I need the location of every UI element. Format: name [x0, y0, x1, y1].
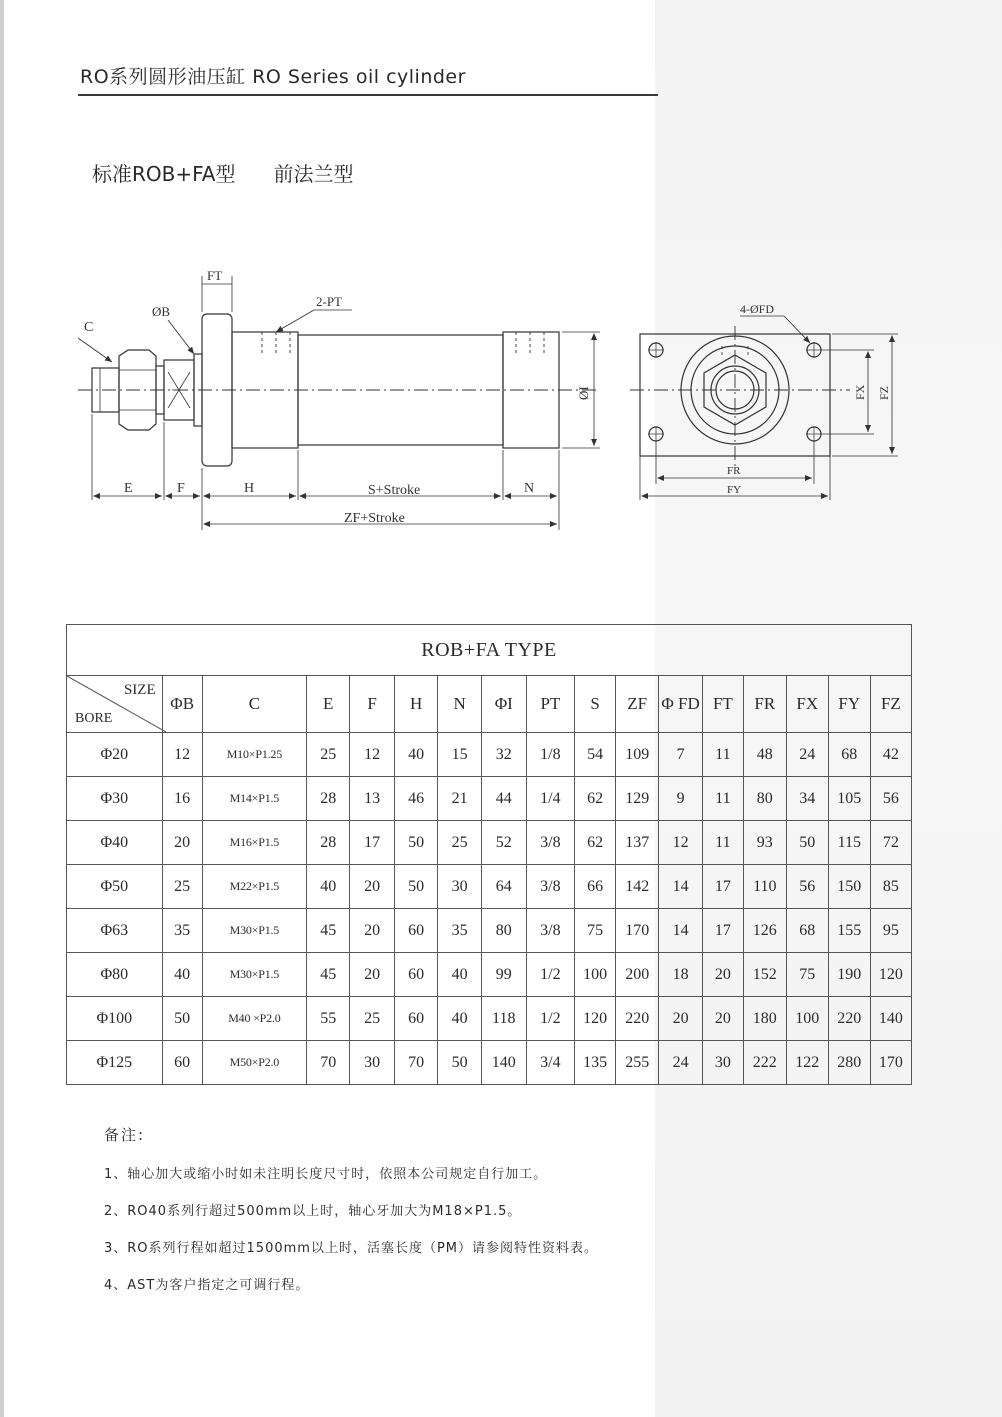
- table-cell: 17: [350, 821, 394, 865]
- table-cell: 21: [438, 777, 481, 821]
- table-row: [67, 821, 912, 865]
- table-cell: 137: [616, 821, 659, 865]
- table-cell: 16: [162, 777, 202, 821]
- label-zf-stroke: ZF+Stroke: [344, 511, 405, 526]
- table-cell: 30: [350, 1041, 394, 1085]
- table-cell: 110: [743, 865, 786, 909]
- side-view: [78, 268, 600, 530]
- column-header: FR: [743, 676, 786, 733]
- table-cell: M10×P1.25: [202, 733, 306, 777]
- label-i: ØI: [576, 386, 591, 400]
- table-cell: 99: [481, 953, 526, 997]
- note-item: 4、AST为客户指定之可调行程。: [104, 1278, 310, 1293]
- table-cell: 3/4: [526, 1041, 574, 1085]
- label-fd: 4-ØFD: [740, 302, 775, 316]
- table-cell: 180: [743, 997, 786, 1041]
- label-fy: FY: [727, 484, 742, 496]
- table-cell: 50: [394, 865, 437, 909]
- leader-b: [168, 320, 194, 354]
- table-cell: 18: [659, 953, 703, 997]
- column-header: F: [350, 676, 394, 733]
- table-cell: 24: [659, 1041, 703, 1085]
- table-cell: 20: [702, 997, 743, 1041]
- table-cell: 105: [828, 777, 870, 821]
- table-cell: 56: [870, 777, 911, 821]
- note-item: 2、RO40系列行超过500mm以上时，轴心牙加大为M18×P1.5。: [104, 1204, 522, 1219]
- table-cell: 25: [350, 997, 394, 1041]
- table-cell: 11: [702, 821, 743, 865]
- column-header: H: [394, 676, 437, 733]
- label-f: F: [177, 481, 185, 496]
- table-cell: 14: [659, 865, 703, 909]
- table-cell: M40 ×P2.0: [202, 997, 306, 1041]
- table-cell: M22×P1.5: [202, 865, 306, 909]
- table-cell: 9: [659, 777, 703, 821]
- table-cell: 140: [481, 1041, 526, 1085]
- table-cell: 1/2: [526, 953, 574, 997]
- corner-size-label: SIZE: [123, 682, 156, 698]
- table-cell: 122: [786, 1041, 828, 1085]
- table-cell: 48: [743, 733, 786, 777]
- table-cell: 35: [438, 909, 481, 953]
- table-cell: 200: [616, 953, 659, 997]
- label-b: ØB: [152, 304, 171, 319]
- bore-cell: Φ80: [67, 953, 163, 997]
- table-cell: 12: [162, 733, 202, 777]
- notes-section: [104, 1124, 924, 1311]
- table-row: [67, 953, 912, 997]
- table-cell: 109: [616, 733, 659, 777]
- column-header: FX: [786, 676, 828, 733]
- table-cell: 54: [575, 733, 616, 777]
- table-cell: 152: [743, 953, 786, 997]
- table-cell: 222: [743, 1041, 786, 1085]
- table-header-row: [67, 676, 912, 733]
- label-fr: FR: [727, 465, 741, 477]
- table-cell: 12: [659, 821, 703, 865]
- column-header: FY: [828, 676, 870, 733]
- column-header: Φ FD: [659, 676, 703, 733]
- table-cell: 50: [786, 821, 828, 865]
- table-cell: 20: [350, 909, 394, 953]
- label-n: N: [524, 481, 535, 496]
- table-cell: 170: [616, 909, 659, 953]
- table-cell: 40: [162, 953, 202, 997]
- table-cell: 20: [350, 953, 394, 997]
- bore-cell: Φ125: [67, 1041, 163, 1085]
- table-cell: 68: [828, 733, 870, 777]
- table-row: [67, 733, 912, 777]
- table-cell: 56: [786, 865, 828, 909]
- table-cell: 15: [438, 733, 481, 777]
- table-cell: 14: [659, 909, 703, 953]
- label-fx: FX: [853, 384, 867, 400]
- section-title-model: 标准ROB+FA型: [92, 162, 236, 186]
- table-cell: 3/8: [526, 821, 574, 865]
- label-fz: FZ: [877, 385, 891, 400]
- table-cell: 60: [394, 953, 437, 997]
- table-cell: 55: [306, 997, 349, 1041]
- table-cell: 20: [702, 953, 743, 997]
- table-cell: 17: [702, 865, 743, 909]
- table-cell: 25: [306, 733, 349, 777]
- table-cell: 66: [575, 865, 616, 909]
- table-cell: 255: [616, 1041, 659, 1085]
- table-cell: 3/8: [526, 865, 574, 909]
- table-cell: 80: [743, 777, 786, 821]
- table-cell: 62: [575, 777, 616, 821]
- table-cell: 50: [438, 1041, 481, 1085]
- table-cell: 220: [828, 997, 870, 1041]
- table-cell: 155: [828, 909, 870, 953]
- column-header: E: [306, 676, 349, 733]
- table-cell: 25: [162, 865, 202, 909]
- side-dimensions: [92, 414, 559, 530]
- table-cell: 40: [394, 733, 437, 777]
- table-cell: 28: [306, 821, 349, 865]
- table-cell: M50×P2.0: [202, 1041, 306, 1085]
- table-cell: 20: [659, 997, 703, 1041]
- table-cell: 115: [828, 821, 870, 865]
- table-cell: M14×P1.5: [202, 777, 306, 821]
- table-cell: 118: [481, 997, 526, 1041]
- table-cell: 280: [828, 1041, 870, 1085]
- table-cell: M30×P1.5: [202, 953, 306, 997]
- table-cell: 1/8: [526, 733, 574, 777]
- label-pt: 2-PT: [316, 294, 342, 309]
- table-cell: 30: [702, 1041, 743, 1085]
- table-cell: 75: [575, 909, 616, 953]
- table-cell: M16×P1.5: [202, 821, 306, 865]
- leader-pt: [276, 310, 314, 332]
- table-cell: 12: [350, 733, 394, 777]
- table-cell: 50: [162, 997, 202, 1041]
- table-cell: 95: [870, 909, 911, 953]
- table-cell: 120: [870, 953, 911, 997]
- table-cell: 30: [438, 865, 481, 909]
- port-hidden-lines: [262, 332, 544, 356]
- column-header: ΦB: [162, 676, 202, 733]
- column-header: PT: [526, 676, 574, 733]
- table-cell: 120: [575, 997, 616, 1041]
- table-cell: 85: [870, 865, 911, 909]
- table-cell: 34: [786, 777, 828, 821]
- table-cell: 80: [481, 909, 526, 953]
- table-cell: 75: [786, 953, 828, 997]
- table-cell: 72: [870, 821, 911, 865]
- note-item: 1、轴心加大或缩小时如未注明长度尺寸时，依照本公司规定自行加工。: [104, 1167, 548, 1182]
- table-cell: 190: [828, 953, 870, 997]
- table-cell: 60: [394, 997, 437, 1041]
- column-header: ZF: [616, 676, 659, 733]
- table-row: [67, 777, 912, 821]
- table-row: [67, 909, 912, 953]
- section-title-type: 前法兰型: [273, 162, 354, 186]
- table-cell: 20: [162, 821, 202, 865]
- notes-title: 备注:: [104, 1126, 146, 1144]
- table-cell: 40: [306, 865, 349, 909]
- column-header: C: [202, 676, 306, 733]
- bore-cell: Φ100: [67, 997, 163, 1041]
- table-cell: 24: [786, 733, 828, 777]
- table-row: [67, 1041, 912, 1085]
- table-cell: 28: [306, 777, 349, 821]
- table-cell: 70: [306, 1041, 349, 1085]
- table-cell: 100: [575, 953, 616, 997]
- table-cell: 50: [394, 821, 437, 865]
- table-cell: 11: [702, 733, 743, 777]
- table-cell: 25: [438, 821, 481, 865]
- label-h: H: [244, 481, 255, 496]
- table-cell: 62: [575, 821, 616, 865]
- column-header: FZ: [870, 676, 911, 733]
- page-title: RO系列圆形油压缸 RO Series oil cylinder: [80, 66, 466, 88]
- table-cell: 46: [394, 777, 437, 821]
- table-cell: 35: [162, 909, 202, 953]
- column-header: ΦI: [481, 676, 526, 733]
- table-cell: 60: [394, 909, 437, 953]
- table-cell: 100: [786, 997, 828, 1041]
- table-cell: 1/2: [526, 997, 574, 1041]
- table-cell: 45: [306, 909, 349, 953]
- front-view: [630, 302, 898, 500]
- table-body: [67, 733, 912, 1085]
- table-cell: 3/8: [526, 909, 574, 953]
- table-cell: 70: [394, 1041, 437, 1085]
- table-cell: 68: [786, 909, 828, 953]
- table-cell: 11: [702, 777, 743, 821]
- bore-cell: Φ20: [67, 733, 163, 777]
- table-cell: 45: [306, 953, 349, 997]
- cylinder-drawing: [0, 0, 1002, 560]
- table-cell: 140: [870, 997, 911, 1041]
- table-caption: ROB+FA TYPE: [67, 625, 912, 676]
- corner-bore-label: BORE: [75, 711, 113, 726]
- table-cell: 40: [438, 997, 481, 1041]
- table-cell: 64: [481, 865, 526, 909]
- table-cell: 93: [743, 821, 786, 865]
- table-cell: 40: [438, 953, 481, 997]
- table-cell: 13: [350, 777, 394, 821]
- table-cell: 142: [616, 865, 659, 909]
- table-cell: 135: [575, 1041, 616, 1085]
- table-cell: M30×P1.5: [202, 909, 306, 953]
- note-item: 3、RO系列行程如超过1500mm以上时，活塞长度（PM）请参阅特性资料表。: [104, 1241, 599, 1256]
- corner-cell: [67, 676, 163, 733]
- table-cell: 129: [616, 777, 659, 821]
- table-cell: 17: [702, 909, 743, 953]
- table-cell: 52: [481, 821, 526, 865]
- table-cell: 170: [870, 1041, 911, 1085]
- column-header: N: [438, 676, 481, 733]
- table-cell: 150: [828, 865, 870, 909]
- label-c: C: [84, 320, 94, 335]
- column-header: S: [575, 676, 616, 733]
- table-cell: 220: [616, 997, 659, 1041]
- bore-cell: Φ30: [67, 777, 163, 821]
- label-e: E: [124, 481, 133, 496]
- label-s-stroke: S+Stroke: [368, 483, 421, 498]
- table-cell: 20: [350, 865, 394, 909]
- column-header: FT: [702, 676, 743, 733]
- bore-cell: Φ63: [67, 909, 163, 953]
- table-row: [67, 865, 912, 909]
- table-cell: 126: [743, 909, 786, 953]
- table-cell: 42: [870, 733, 911, 777]
- bore-cell: Φ50: [67, 865, 163, 909]
- table-cell: 60: [162, 1041, 202, 1085]
- table-row: [67, 997, 912, 1041]
- table-cell: 44: [481, 777, 526, 821]
- table-cell: 7: [659, 733, 703, 777]
- table-cell: 32: [481, 733, 526, 777]
- table-cell: 1/4: [526, 777, 574, 821]
- label-ft: FT: [207, 268, 223, 283]
- leader-c: [78, 338, 112, 362]
- bore-cell: Φ40: [67, 821, 163, 865]
- spec-table: [66, 624, 912, 1085]
